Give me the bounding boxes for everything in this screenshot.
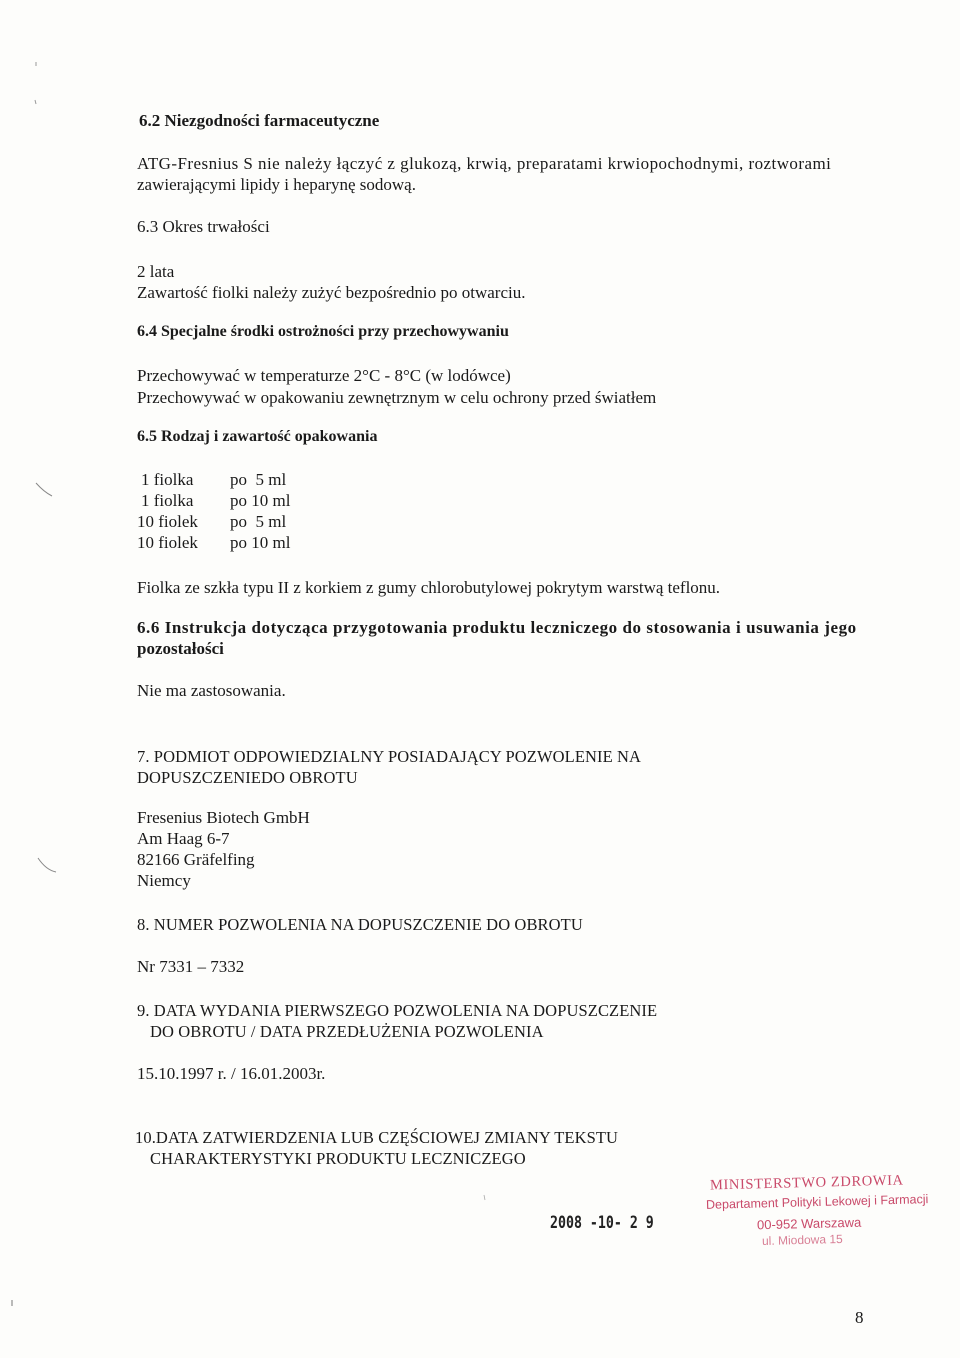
ministry-stamp-department: Departament Polityki Lekowej i Farmacji [705, 1192, 929, 1212]
package-volume: po 10 ml [230, 491, 291, 510]
section-6-3-text-line2: Zawartość fiolki należy zużyć bezpośrednio po otwarciu. [137, 283, 526, 302]
section-9-heading-line2: DO OBROTU / DATA PRZEDŁUŻENIA POZWOLENIA [150, 1022, 544, 1041]
section-6-5-heading: 6.5 Rodzaj i zawartość opakowania [137, 428, 378, 445]
section-7-heading-line1: 7. PODMIOT ODPOWIEDZIALNY POSIADAJĄCY POZWOLENIE NA [137, 747, 642, 766]
package-qty: 1 fiolka [141, 491, 194, 510]
section-6-6-text: Nie ma zastosowania. [137, 681, 286, 700]
package-qty: 10 fiolek [137, 512, 198, 531]
package-qty: 1 fiolka [141, 470, 194, 489]
holder-address-line: 82166 Gräfelfing [137, 850, 255, 869]
section-6-2-heading: 6.2 Niezgodności farmaceutyczne [139, 111, 380, 130]
section-6-3-text-line1: 2 lata [137, 262, 175, 281]
section-9-heading-line1: 9. DATA WYDANIA PIERWSZEGO POZWOLENIA NA DOPUSZCZENIE [137, 1001, 658, 1020]
section-7-heading-line2: DOPUSZCZENIEDO OBROTU [137, 768, 358, 787]
package-volume: po 10 ml [230, 533, 291, 552]
section-6-2-text-line2: zawierającymi lipidy i heparynę sodową. [137, 175, 416, 194]
section-6-4-text-line2: Przechowywać w opakowaniu zewnętrznym w celu ochrony przed światłem [137, 388, 657, 407]
section-8-heading: 8. NUMER POZWOLENIA NA DOPUSZCZENIE DO OBROTU [137, 915, 583, 934]
ministry-stamp-title: MINISTERSTWO ZDROWIA [709, 1172, 904, 1194]
holder-address-line: Am Haag 6-7 [137, 829, 230, 848]
holder-address-line: Niemcy [137, 871, 191, 890]
package-qty: 10 fiolek [137, 533, 198, 552]
section-6-6-heading-line2: pozostałości [137, 639, 224, 658]
section-6-3-heading: 6.3 Okres trwałości [137, 217, 270, 236]
package-volume: po 5 ml [230, 470, 287, 489]
holder-address-line: Fresenius Biotech GmbH [137, 808, 310, 827]
ministry-stamp-street: ul. Miodowa 15 [761, 1231, 843, 1249]
section-10-heading-line1: 10.DATA ZATWIERDZENIA LUB CZĘŚCIOWEJ ZMIANY TEKSTU [135, 1128, 619, 1147]
section-9-text: 15.10.1997 r. / 16.01.2003r. [137, 1064, 326, 1083]
section-6-2-text-line1: ATG-Fresnius S nie należy łączyć z glukozą, krwią, preparatami krwiopochodnymi, roztworami [137, 154, 832, 173]
date-stamp: 2008 -10- 2 9 [550, 1213, 654, 1233]
section-6-4-text-line1: Przechowywać w temperaturze 2°C - 8°C (w lodówce) [137, 366, 511, 385]
section-6-6-heading-line1: 6.6 Instrukcja dotycząca przygotowania produktu leczniczego do stosowania i usuwania jego [137, 618, 857, 637]
section-6-5-note: Fiolka ze szkła typu II z korkiem z gumy chlorobutylowej pokrytym warstwą teflonu. [137, 578, 721, 597]
package-volume: po 5 ml [230, 512, 287, 531]
section-6-4-heading: 6.4 Specjalne środki ostrożności przy przechowywaniu [137, 323, 509, 340]
ministry-stamp-city: 00-952 Warszawa [756, 1214, 862, 1233]
section-10-heading-line2: CHARAKTERYSTYKI PRODUKTU LECZNICZEGO [150, 1149, 526, 1168]
page-number: 8 [855, 1308, 864, 1327]
section-8-text: Nr 7331 – 7332 [137, 957, 245, 976]
